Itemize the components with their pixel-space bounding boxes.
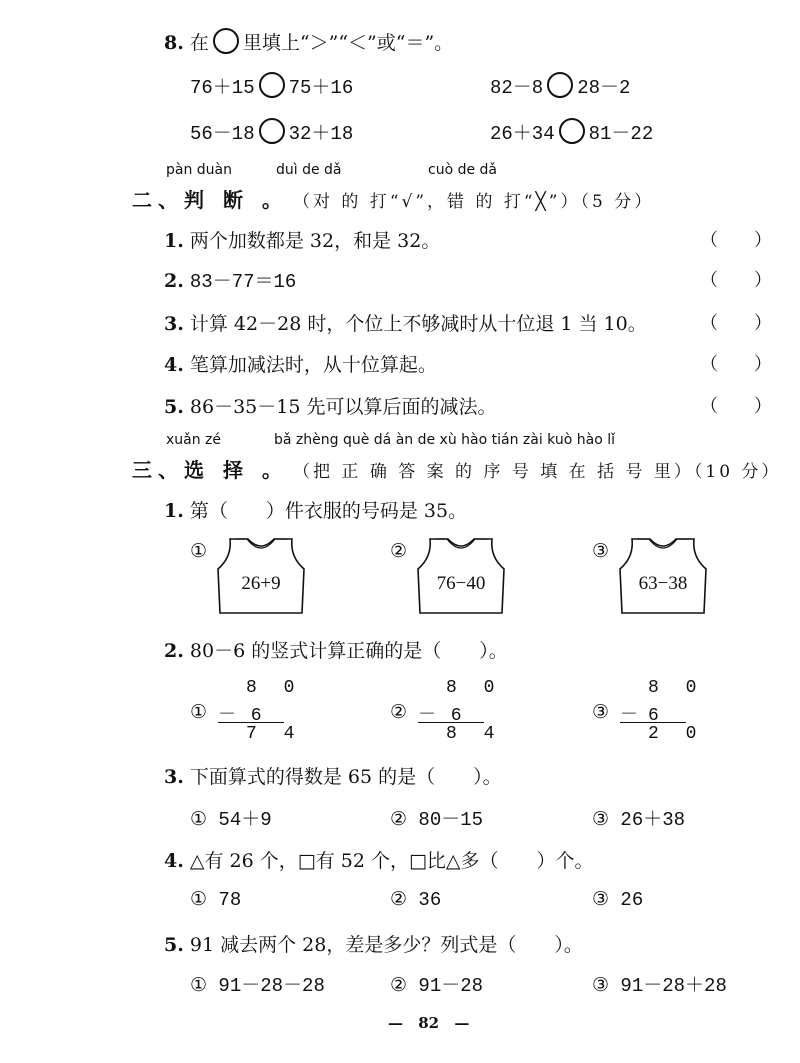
q2-option-mark-3: ③ [592,701,610,723]
section2-note: （对 的 打“√”，错 的 打“╳”）（5 分） [293,192,655,212]
circle-icon [213,28,239,54]
vertical-rule [218,722,284,723]
judge-answer-3[interactable]: （ ） [700,313,772,334]
q2-option-mark-1: ① [190,701,208,723]
vertical-rule [418,722,484,723]
shirt-number-label: 63−38 [638,573,688,594]
page-number: — 82 — [388,1014,470,1032]
vertical-mid: － 6 [418,706,464,726]
section3-title: 三、选 择 。 [132,458,288,482]
judge-item-2: 2. 83－77＝16 [164,270,297,293]
q3-option-1[interactable]: ① 54＋9 [190,809,272,831]
section2-heading [132,184,654,213]
judge-answer-5[interactable]: （ ） [700,396,772,417]
vertical-top: 8 0 [446,678,503,698]
q2-option-mark-2: ② [390,701,408,723]
choice-q4: 4. △有 26 个，□有 52 个，□比△多（ ）个。 [164,850,594,872]
section2-pinyin-2: duì de dǎ [276,162,342,178]
vertical-result: 7 4 [246,724,303,744]
q4-option-1[interactable]: ① 78 [190,889,242,911]
vertical-rule [620,722,686,723]
vertical-result: 8 4 [446,724,503,744]
shirt-option-2[interactable] [416,535,506,617]
vertical-result: 2 0 [648,724,705,744]
judge-item-3: 3. 计算 42－28 时，个位上不够减时从十位退 1 当 10。 [164,313,647,335]
section3-note: （把 正 确 答 案 的 序 号 填 在 括 号 里）（10 分） [293,462,782,482]
q5-option-1[interactable]: ① 91－28－28 [190,975,325,997]
q4-option-2[interactable]: ② 36 [390,889,442,911]
vertical-top: 8 0 [246,678,303,698]
q5-option-2[interactable]: ② 91－28 [390,975,484,997]
q5-option-3[interactable]: ③ 91－28＋28 [592,975,727,997]
compare-blank[interactable] [547,72,573,98]
section3-pinyin-2: bǎ zhèng què dá àn de xù hào tián zài kuò hào lǐ [274,432,615,448]
q1-option-mark-3: ③ [592,540,610,562]
section2-title: 二、判 断 。 [132,188,288,212]
shirt-number-label: 76−40 [436,573,486,594]
compare-blank[interactable] [259,118,285,144]
shirt-number-label: 26+9 [241,573,281,594]
section2-pinyin-3: cuò de dǎ [428,162,498,178]
choice-q2: 2. 80－6 的竖式计算正确的是（ ）。 [164,640,508,662]
judge-answer-2[interactable]: （ ） [700,270,772,291]
judge-item-4: 4. 笔算加减法时，从十位算起。 [164,354,437,376]
judge-answer-1[interactable]: （ ） [700,230,772,251]
q8-prompt: 8. 在 里填上“＞”“＜”或“＝”。 [164,28,453,55]
vertical-mid: － 6 [218,706,264,726]
choice-q3: 3. 下面算式的得数是 65 的是（ ）。 [164,766,502,788]
q8-item-4: 26＋34 81－22 [490,118,653,145]
q4-option-3[interactable]: ③ 26 [592,889,644,911]
judge-answer-4[interactable]: （ ） [700,354,772,375]
section3-heading [132,454,781,483]
q8-item-3: 56－18 32＋18 [190,118,353,145]
q3-option-2[interactable]: ② 80－15 [390,809,484,831]
choice-q5: 5. 91 减去两个 28，差是多少？列式是（ ）。 [164,934,583,956]
shirt-option-3[interactable] [618,535,708,617]
vertical-mid: －6 [620,706,669,726]
vertical-top: 8 0 [648,678,705,698]
section3-pinyin-1: xuǎn zé [166,432,222,448]
compare-blank[interactable] [259,72,285,98]
q8-number: 8. [164,32,184,54]
compare-blank[interactable] [559,118,585,144]
choice-q1: 1. 第（ ）件衣服的号码是 35。 [164,500,468,522]
q3-option-3[interactable]: ③ 26＋38 [592,809,686,831]
judge-item-1: 1. 两个加数都是 32，和是 32。 [164,230,441,252]
q8-item-1: 76＋15 75＋16 [190,72,353,99]
shirt-option-1[interactable] [216,535,306,617]
q8-item-2: 82－8 28－2 [490,72,630,99]
section2-pinyin-1: pàn duàn [166,162,233,178]
q1-option-mark-2: ② [390,540,408,562]
q1-option-mark-1: ① [190,540,208,562]
judge-item-5: 5. 86－35－15 先可以算后面的减法。 [164,396,497,418]
